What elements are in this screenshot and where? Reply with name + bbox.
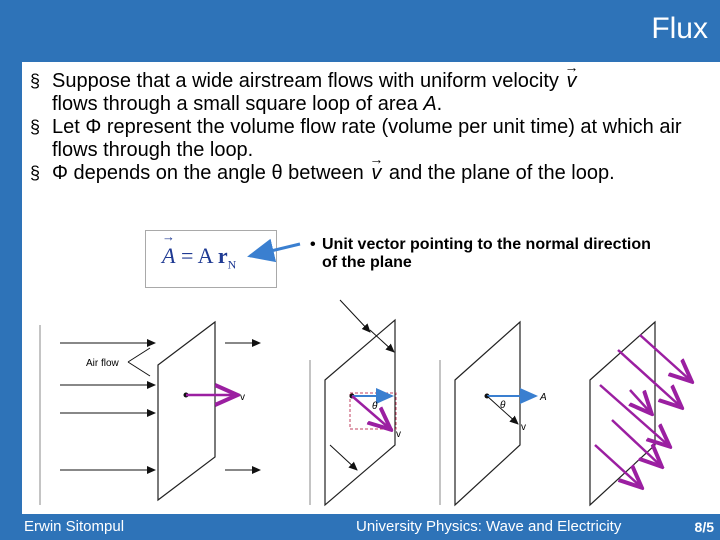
bullet-2-text: Let Φ represent the volume flow rate (volume per unit time) at which air flows through the loop. (52, 116, 682, 161)
panel-2-tilted-loop (310, 300, 401, 505)
v-label: v (521, 422, 526, 433)
formula-lhs: A → (162, 243, 175, 268)
bullet-3-text-end: and the plane of the loop. (383, 162, 615, 184)
airflow-label: Air flow (86, 358, 119, 369)
panel-1-perpendicular-loop (40, 322, 260, 505)
formula-subscript: N (227, 257, 237, 272)
formula-unit-vector: r (217, 243, 228, 268)
theta-label: θ (500, 400, 506, 411)
flow-arrow (630, 390, 650, 412)
velocity-vector-symbol: v → (564, 70, 578, 93)
footer-course: University Physics: Wave and Electricity (356, 518, 622, 535)
loop-plane (158, 322, 215, 500)
velocity-arrow (352, 396, 389, 428)
panel-3-normal-vector (440, 322, 547, 505)
loop-plane (325, 320, 395, 505)
loop-plane (455, 322, 520, 505)
panel-4-oblique-flow (590, 322, 690, 505)
bullet-1-text-cont: flows through a small square loop of area (52, 93, 424, 115)
flow-arrow (618, 350, 680, 406)
bullet-3-text: Φ depends on the angle θ between (52, 162, 370, 184)
flow-arrow (612, 420, 660, 465)
flow-arrow (640, 335, 690, 380)
slide-title: Flux (651, 12, 708, 45)
note-bullet-icon: • (310, 236, 316, 253)
bullet-marker-icon: § (30, 163, 41, 183)
airflow-line (340, 300, 370, 332)
footer-author: Erwin Sitompul (24, 518, 125, 535)
v-label: v (240, 392, 245, 403)
area-symbol: A (423, 93, 437, 115)
note-text: Unit vector pointing to the normal direction of the plane (322, 236, 651, 271)
loop-plane (590, 322, 655, 505)
bullet-marker-icon: § (30, 117, 41, 137)
bullet-marker-icon: § (30, 71, 41, 91)
note-pointer-arrow (250, 244, 300, 256)
velocity-vector-symbol: v → (369, 162, 383, 185)
bullet-1-period: . (436, 93, 443, 115)
formula-eq: = A (175, 243, 218, 268)
v-label: v (396, 429, 401, 440)
theta-label: θ (372, 401, 378, 412)
footer-page-number: 8/5 (694, 519, 714, 535)
a-label: A (540, 392, 547, 403)
bullet-1-text: Suppose that a wide airstream flows with uniform velocity (52, 70, 565, 92)
